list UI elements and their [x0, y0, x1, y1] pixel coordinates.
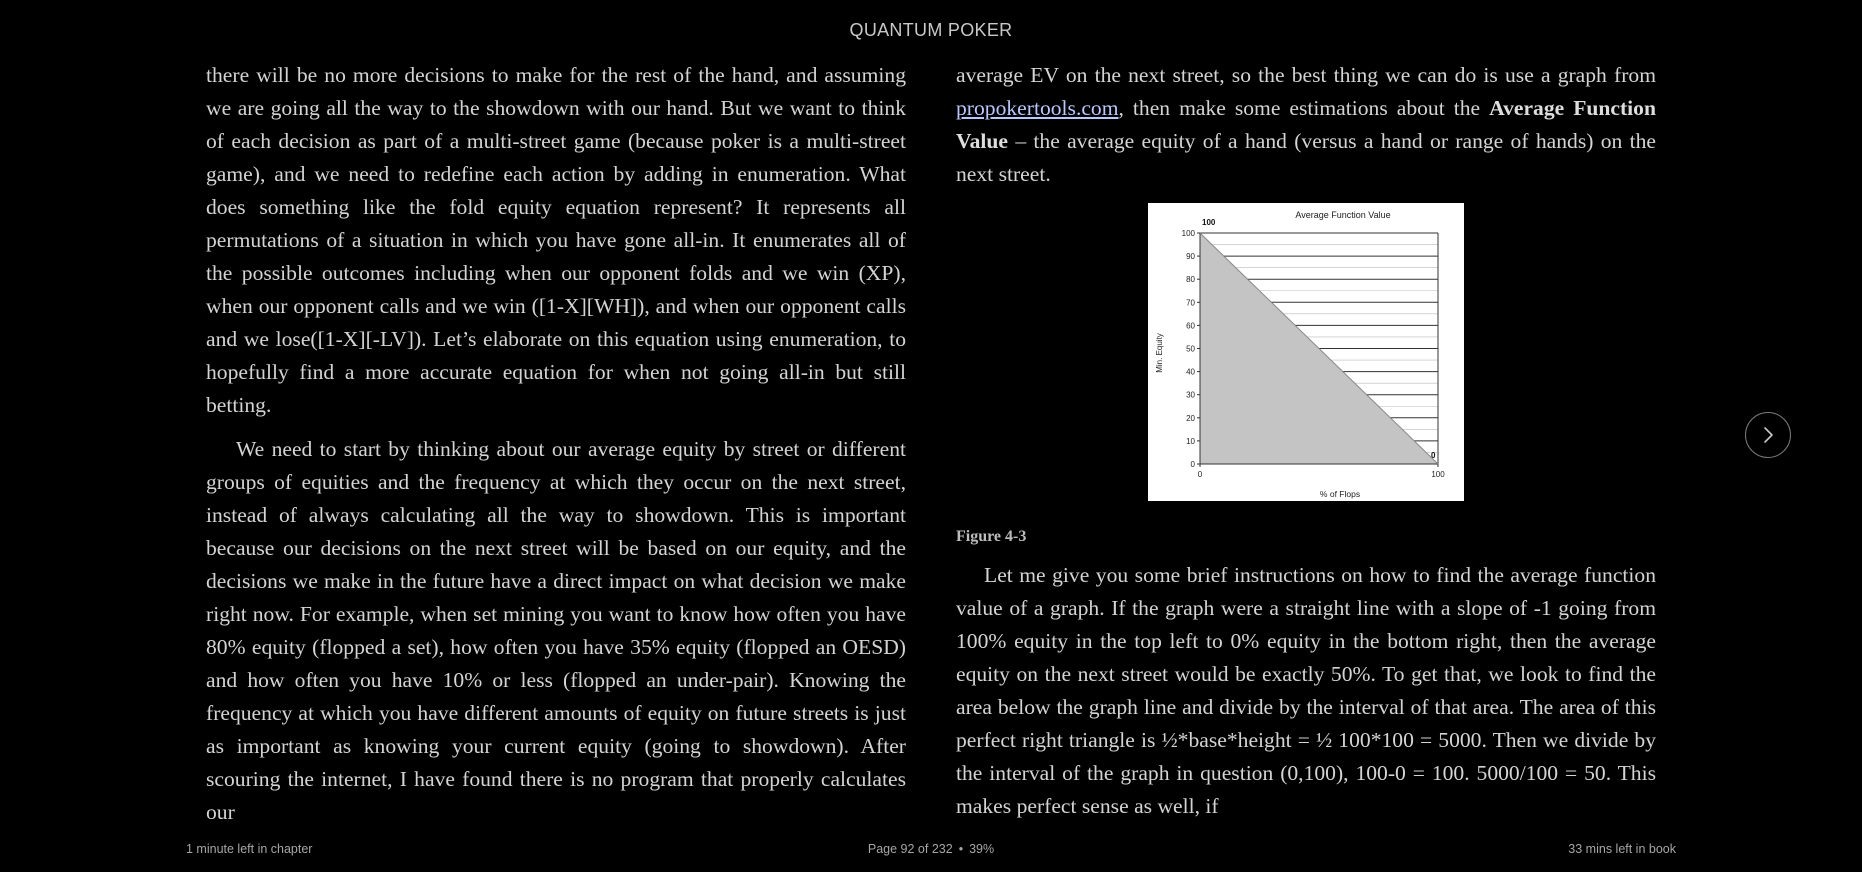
chart-plot-area: [1182, 218, 1446, 479]
figure-caption: Figure 4-3: [956, 528, 1027, 545]
chevron-right-icon: [1761, 425, 1775, 445]
chart-y-tick-label: 90: [1186, 252, 1195, 262]
right-page-column: [956, 59, 1656, 823]
page-number: Page 92 of 232: [867, 842, 953, 856]
chart-y-tick-label: 100: [1181, 229, 1195, 238]
book-time-remaining: 33 mins left in book: [1568, 842, 1676, 856]
separator-dot: •: [958, 842, 964, 856]
text-run: average EV on the next street, so the best thing we can do is use a graph from: [956, 63, 1656, 87]
chart-y-tick-label: 10: [1186, 436, 1195, 446]
paragraph: there will be no more decisions to make for the rest of the hand, and assuming we are going all the way to the showdown with our hand. But we want to think of each decision as part of a multi-street game (because poker is a multi-street game), and we need to redefine each action by adding in enumeration. What does something like the fold equity equation represent? It represents all permutations of a situation in which you have gone all-in. It enumerates all of the possible outcomes including when our opponent folds and we win (XP), when our opponent calls and we win ([1-X][WH]), and when our opponent calls and we lose([1-X][-LV]). Let’s elaborate on this equation using enumeration, to hopefully find a more accurate equation for when not going all-in but still betting.: [206, 63, 906, 417]
chapter-time-remaining: 1 minute left in chapter: [186, 842, 313, 856]
book-title: QUANTUM POKER: [849, 20, 1013, 40]
bold-term: Average Function Value: [956, 96, 1656, 153]
chart-y-axis-label: [1155, 333, 1164, 373]
chart-title: Average Function Value: [1295, 210, 1391, 220]
chart-y-tick-label: 40: [1186, 367, 1195, 377]
chart-x-tick-label: 100: [1431, 470, 1445, 479]
chart-y-tick-label: 60: [1186, 321, 1195, 331]
chart-y-tick-label: 70: [1186, 298, 1195, 308]
average-function-value-chart: [1148, 203, 1464, 501]
figure-container: [956, 203, 1656, 501]
chart-y-tick-label: 50: [1186, 344, 1195, 354]
paragraph: Let me give you some brief instructions on how to find the average function value of a graph. If the graph were a straight line with a slope of -1 going from 100% equity in the top left to 0% equity in the bottom right, then the average equity on the next street would be exactly 50%. To get that, we look to find the area below the graph line and divide by the interval of that area. The area of this perfect right triangle is ½*base*height = ½ 100*100 = 5000. Then we divide by the interval of the graph in question (0,100), 100-0 = 100. 5000/100 = 50. This makes perfect sense as well, if: [956, 563, 1656, 818]
paragraph: [956, 59, 1656, 191]
chart-y-tick-label: 20: [1186, 413, 1195, 423]
figure-image[interactable]: [1148, 203, 1464, 501]
chart-annotation: 0: [1431, 451, 1436, 460]
chart-y-tick-label: 0: [1190, 460, 1195, 469]
paragraph: We need to start by thinking about our average equity by street or different groups of equities and the frequency at which they occur on the next street, instead of always calculating all the way to showdown. This is important because our decisions on the next street will be based on our equity, and the decisions we make in the future have a direct impact on what decision we make right now. For example, when set mining you want to know how often you have 80% equity (flopped a set), how often you have 35% equity (flopped an OESD) and how often you have 10% or less (flopped an under-pair). Knowing the frequency at which you have different amounts of equity on future streets is just as important as knowing your current equity (going to showdown). After scouring the internet, I have found there is no program that properly calculates our: [206, 437, 906, 824]
left-page-column: [206, 59, 906, 829]
propokertools-link[interactable]: propokertools.com: [956, 96, 1119, 120]
chart-x-axis-label: % of Flops: [1319, 489, 1361, 499]
progress-percent: 39%: [969, 842, 995, 856]
text-run: , then make some estimations about the: [1118, 96, 1490, 120]
next-page-button[interactable]: [1745, 412, 1791, 458]
chart-y-tick-label: 80: [1186, 275, 1195, 285]
text-run: – the average equity of a hand (versus a hand or range of hands) on the next street.: [956, 129, 1656, 186]
chart-y-axis-label-text: Min. Equity: [1155, 333, 1164, 373]
chart-annotation: 100: [1202, 218, 1216, 227]
chart-x-tick-label: 0: [1197, 470, 1203, 479]
chart-y-tick-label: 30: [1186, 390, 1195, 400]
